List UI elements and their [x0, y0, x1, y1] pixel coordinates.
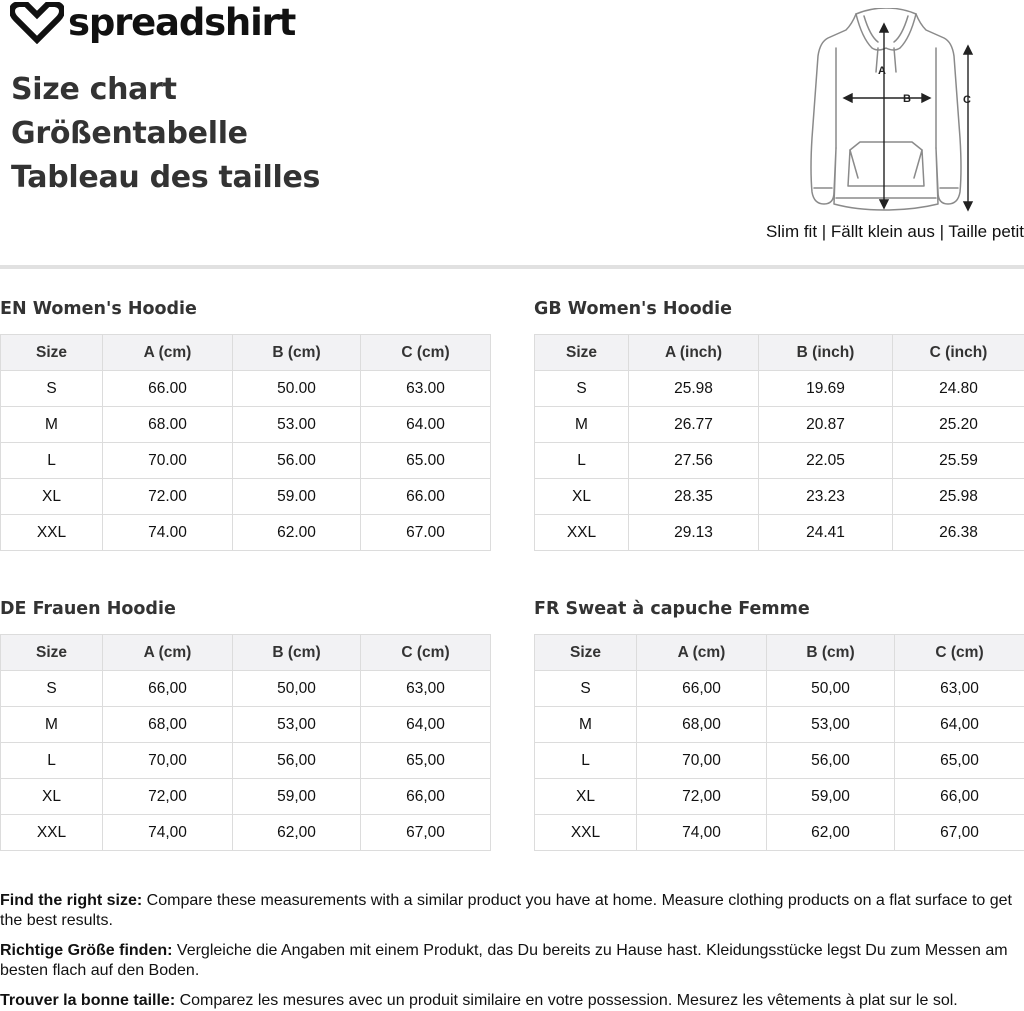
cell-size: M [1, 407, 103, 443]
cell-size: L [1, 743, 103, 779]
cell-a: 72,00 [103, 779, 233, 815]
header-divider [0, 265, 1024, 269]
cell-size: XXL [535, 515, 629, 551]
cell-a: 26.77 [629, 407, 759, 443]
cell-b: 24.41 [759, 515, 893, 551]
cell-a: 66.00 [103, 371, 233, 407]
cell-b: 50.00 [233, 371, 361, 407]
header-a: A (inch) [629, 335, 759, 371]
cell-b: 56,00 [767, 743, 895, 779]
page-titles [11, 68, 320, 200]
table-row [1, 479, 491, 515]
cell-b: 22.05 [759, 443, 893, 479]
note-text: Comparez les mesures avec un produit similaire en votre possession. Mesurez les vêtements à plat sur le sol. [175, 992, 958, 1009]
cell-a: 66,00 [637, 671, 767, 707]
note-en [0, 891, 1024, 931]
cell-c: 65,00 [895, 743, 1024, 779]
cell-a: 70.00 [103, 443, 233, 479]
cell-b: 50,00 [233, 671, 361, 707]
cell-b: 59,00 [233, 779, 361, 815]
note-label: Richtige Größe finden: [0, 942, 173, 959]
header-b: B (cm) [233, 635, 361, 671]
cell-a: 27.56 [629, 443, 759, 479]
cell-c: 66,00 [895, 779, 1024, 815]
brand-name: spreadshirt [68, 1, 296, 44]
header-a: A (cm) [103, 635, 233, 671]
cell-b: 62,00 [233, 815, 361, 851]
size-table-fr [534, 598, 1024, 851]
label-b: B [903, 93, 911, 105]
header-b: B (inch) [759, 335, 893, 371]
table-row [535, 443, 1024, 479]
cell-b: 23.23 [759, 479, 893, 515]
cell-b: 50,00 [767, 671, 895, 707]
cell-a: 68,00 [637, 707, 767, 743]
cell-b: 19.69 [759, 371, 893, 407]
measurement-notes [0, 891, 1024, 1011]
label-c: C [963, 94, 971, 106]
table-row [535, 407, 1024, 443]
cell-size: S [1, 671, 103, 707]
cell-b: 62,00 [767, 815, 895, 851]
cell-a: 70,00 [637, 743, 767, 779]
cell-c: 24.80 [893, 371, 1024, 407]
table-row [535, 515, 1024, 551]
note-fr [0, 991, 1024, 1011]
cell-size: XXL [1, 815, 103, 851]
cell-b: 53,00 [233, 707, 361, 743]
size-table-en [0, 298, 491, 551]
header-size: Size [535, 635, 637, 671]
page-title-de: Größentabelle [11, 116, 248, 151]
header-a: A (cm) [637, 635, 767, 671]
cell-b: 56,00 [233, 743, 361, 779]
note-text: Vergleiche die Angaben mit einem Produkt, das Du bereits zu Hause hast. Kleidungsstücke legst Du zum Messen am besten flach auf den Boden. [0, 942, 1008, 979]
cell-c: 66,00 [361, 779, 491, 815]
brand-logo [10, 2, 295, 44]
size-table [534, 634, 1024, 851]
table-row [1, 515, 491, 551]
cell-a: 66,00 [103, 671, 233, 707]
header-c: C (inch) [893, 335, 1024, 371]
cell-c: 67.00 [361, 515, 491, 551]
cell-size: XL [535, 779, 637, 815]
cell-size: XXL [535, 815, 637, 851]
table-row [535, 707, 1024, 743]
note-de [0, 941, 1024, 981]
table-title: GB Women's Hoodie [534, 299, 733, 319]
table-row [535, 479, 1024, 515]
cell-b: 53.00 [233, 407, 361, 443]
size-table [0, 334, 491, 551]
cell-c: 26.38 [893, 515, 1024, 551]
cell-size: XL [535, 479, 629, 515]
cell-a: 74,00 [103, 815, 233, 851]
cell-c: 63,00 [895, 671, 1024, 707]
cell-a: 72,00 [637, 779, 767, 815]
table-row [1, 707, 491, 743]
cell-a: 28.35 [629, 479, 759, 515]
header-c: C (cm) [361, 635, 491, 671]
fit-note: Slim fit | Fällt klein aus | Taille petit [766, 222, 1024, 241]
table-row [1, 779, 491, 815]
note-label: Find the right size: [0, 892, 143, 909]
header-b: B (cm) [233, 335, 361, 371]
cell-c: 67,00 [361, 815, 491, 851]
cell-size: S [535, 371, 629, 407]
cell-c: 63.00 [361, 371, 491, 407]
page-title-fr: Tableau des tailles [11, 160, 321, 195]
heart-logo-icon [10, 2, 64, 44]
size-table [534, 334, 1024, 551]
header-size: Size [1, 635, 103, 671]
cell-size: XL [1, 779, 103, 815]
cell-a: 70,00 [103, 743, 233, 779]
cell-b: 56.00 [233, 443, 361, 479]
cell-c: 64.00 [361, 407, 491, 443]
cell-size: XXL [1, 515, 103, 551]
table-row [1, 671, 491, 707]
cell-c: 64,00 [895, 707, 1024, 743]
cell-a: 68,00 [103, 707, 233, 743]
header-c: C (cm) [361, 335, 491, 371]
table-header-row [535, 635, 1024, 671]
table-row [1, 371, 491, 407]
cell-b: 62.00 [233, 515, 361, 551]
cell-a: 68.00 [103, 407, 233, 443]
header-b: B (cm) [767, 635, 895, 671]
table-title: DE Frauen Hoodie [0, 599, 176, 619]
cell-c: 66.00 [361, 479, 491, 515]
note-label: Trouver la bonne taille: [0, 992, 176, 1009]
cell-b: 59.00 [233, 479, 361, 515]
cell-size: S [535, 671, 637, 707]
header-a: A (cm) [103, 335, 233, 371]
cell-size: L [1, 443, 103, 479]
table-row [535, 743, 1024, 779]
cell-a: 25.98 [629, 371, 759, 407]
size-table [0, 634, 491, 851]
hoodie-measurement-diagram [806, 8, 982, 214]
cell-size: L [535, 743, 637, 779]
table-row [535, 779, 1024, 815]
cell-c: 67,00 [895, 815, 1024, 851]
size-table-gb [534, 298, 1024, 551]
cell-c: 25.98 [893, 479, 1024, 515]
note-text: Compare these measurements with a similar product you have at home. Measure clothing products on a flat surface to get the best results. [0, 892, 1012, 929]
cell-size: M [535, 707, 637, 743]
table-title: FR Sweat à capuche Femme [534, 599, 810, 619]
cell-c: 25.20 [893, 407, 1024, 443]
cell-size: L [535, 443, 629, 479]
table-header-row [1, 335, 491, 371]
cell-size: M [535, 407, 629, 443]
table-row [535, 815, 1024, 851]
cell-c: 63,00 [361, 671, 491, 707]
table-header-row [1, 635, 491, 671]
table-row [1, 815, 491, 851]
cell-a: 74.00 [103, 515, 233, 551]
cell-c: 64,00 [361, 707, 491, 743]
cell-a: 72.00 [103, 479, 233, 515]
table-header-row [535, 335, 1024, 371]
table-title: EN Women's Hoodie [0, 299, 197, 319]
cell-size: S [1, 371, 103, 407]
cell-c: 25.59 [893, 443, 1024, 479]
cell-a: 74,00 [637, 815, 767, 851]
cell-size: M [1, 707, 103, 743]
table-row [1, 743, 491, 779]
table-row [1, 407, 491, 443]
header-size: Size [535, 335, 629, 371]
cell-b: 20.87 [759, 407, 893, 443]
table-row [535, 371, 1024, 407]
cell-size: XL [1, 479, 103, 515]
cell-c: 65.00 [361, 443, 491, 479]
table-row [535, 671, 1024, 707]
table-row [1, 443, 491, 479]
cell-a: 29.13 [629, 515, 759, 551]
header-c: C (cm) [895, 635, 1024, 671]
label-a: A [878, 65, 886, 77]
cell-c: 65,00 [361, 743, 491, 779]
page-title-en: Size chart [11, 72, 177, 107]
cell-b: 53,00 [767, 707, 895, 743]
cell-b: 59,00 [767, 779, 895, 815]
header-size: Size [1, 335, 103, 371]
size-table-de [0, 598, 491, 851]
